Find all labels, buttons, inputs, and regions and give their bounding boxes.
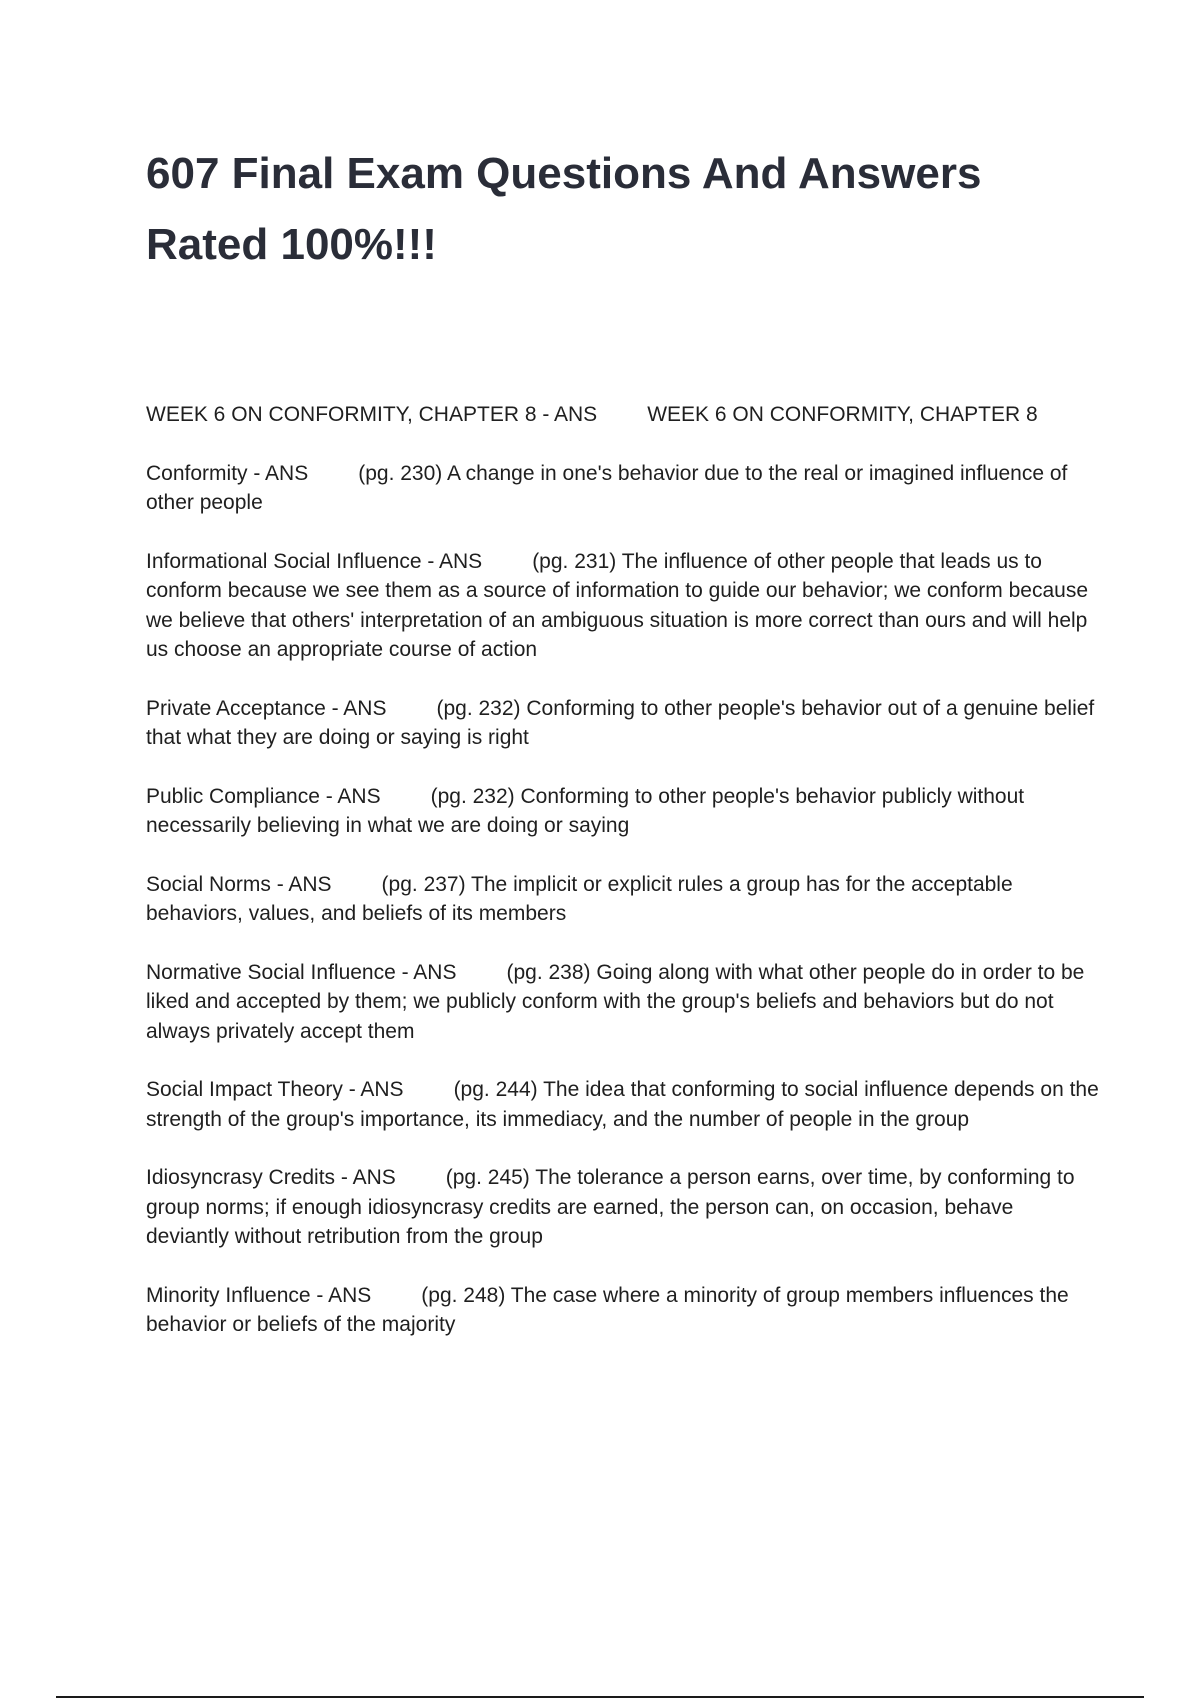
qa-definition: WEEK 6 ON CONFORMITY, CHAPTER 8	[647, 403, 1038, 426]
qa-item-normative-social-influence	[146, 958, 1102, 1047]
qa-definition: (pg. 248) The case where a minority of group members influences the behavior or beliefs of the majority	[146, 1283, 1069, 1336]
page-title: 607 Final Exam Questions And Answers Rated 100%!!!	[146, 149, 982, 269]
qa-term: Minority Influence - ANS	[146, 1283, 372, 1307]
qa-definition: (pg. 237) The implicit or explicit rules a group has for the acceptable behaviors, values, and beliefs of its members	[146, 872, 1013, 925]
qa-term: Social Norms - ANS	[146, 872, 332, 896]
qa-item-public-compliance	[146, 782, 1102, 841]
qa-term: Normative Social Influence - ANS	[146, 960, 457, 984]
qa-item-social-impact-theory	[146, 1075, 1102, 1134]
qa-term: Private Acceptance - ANS	[146, 696, 387, 720]
qa-definition: (pg. 244) The idea that conforming to social influence depends on the strength of the group's importance, its immediacy, and the number of people in the group	[146, 1078, 1099, 1131]
qa-item-social-norms	[146, 870, 1102, 929]
qa-definition: (pg. 231) The influence of other people that leads us to conform because we see them as a source of information to guide our behavior; we conform because we believe that others' interpretation of an ambiguous situation is more correct than ours and will help us choose an appropriate course of action	[146, 549, 1089, 661]
qa-list	[146, 400, 1102, 1369]
qa-definition: (pg. 232) Conforming to other people's behavior out of a genuine belief that what they are doing or saying is right	[146, 696, 1095, 749]
qa-item-idiosyncrasy-credits	[146, 1163, 1102, 1252]
qa-item-minority-influence	[146, 1281, 1102, 1340]
qa-term: Informational Social Influence - ANS	[146, 549, 483, 573]
qa-term: WEEK 6 ON CONFORMITY, CHAPTER 8 - ANS	[146, 403, 598, 426]
footer-divider	[56, 1696, 1144, 1698]
qa-item-private-acceptance	[146, 694, 1102, 753]
qa-term: Social Impact Theory - ANS	[146, 1078, 404, 1101]
qa-item-week-6	[146, 400, 1102, 430]
qa-term: Public Compliance - ANS	[146, 784, 381, 808]
qa-term: Conformity - ANS	[146, 461, 309, 485]
qa-definition: (pg. 245) The tolerance a person earns, over time, by conforming to group norms; if enough idiosyncrasy credits are earned, the person can, on occasion, behave deviantly without retribution from the group	[146, 1166, 1075, 1248]
qa-definition: (pg. 230) A change in one's behavior due to the real or imagined influence of other people	[146, 461, 1068, 514]
qa-term: Idiosyncrasy Credits - ANS	[146, 1166, 396, 1189]
qa-definition: (pg. 232) Conforming to other people's behavior publicly without necessarily believing in what we are doing or saying	[146, 784, 1025, 837]
qa-item-conformity	[146, 459, 1102, 518]
qa-item-informational-social-influence	[146, 547, 1102, 665]
qa-definition: (pg. 238) Going along with what other people do in order to be liked and accepted by them; we publicly conform with the group's beliefs and behaviors but do not always privately accept them	[146, 960, 1085, 1043]
